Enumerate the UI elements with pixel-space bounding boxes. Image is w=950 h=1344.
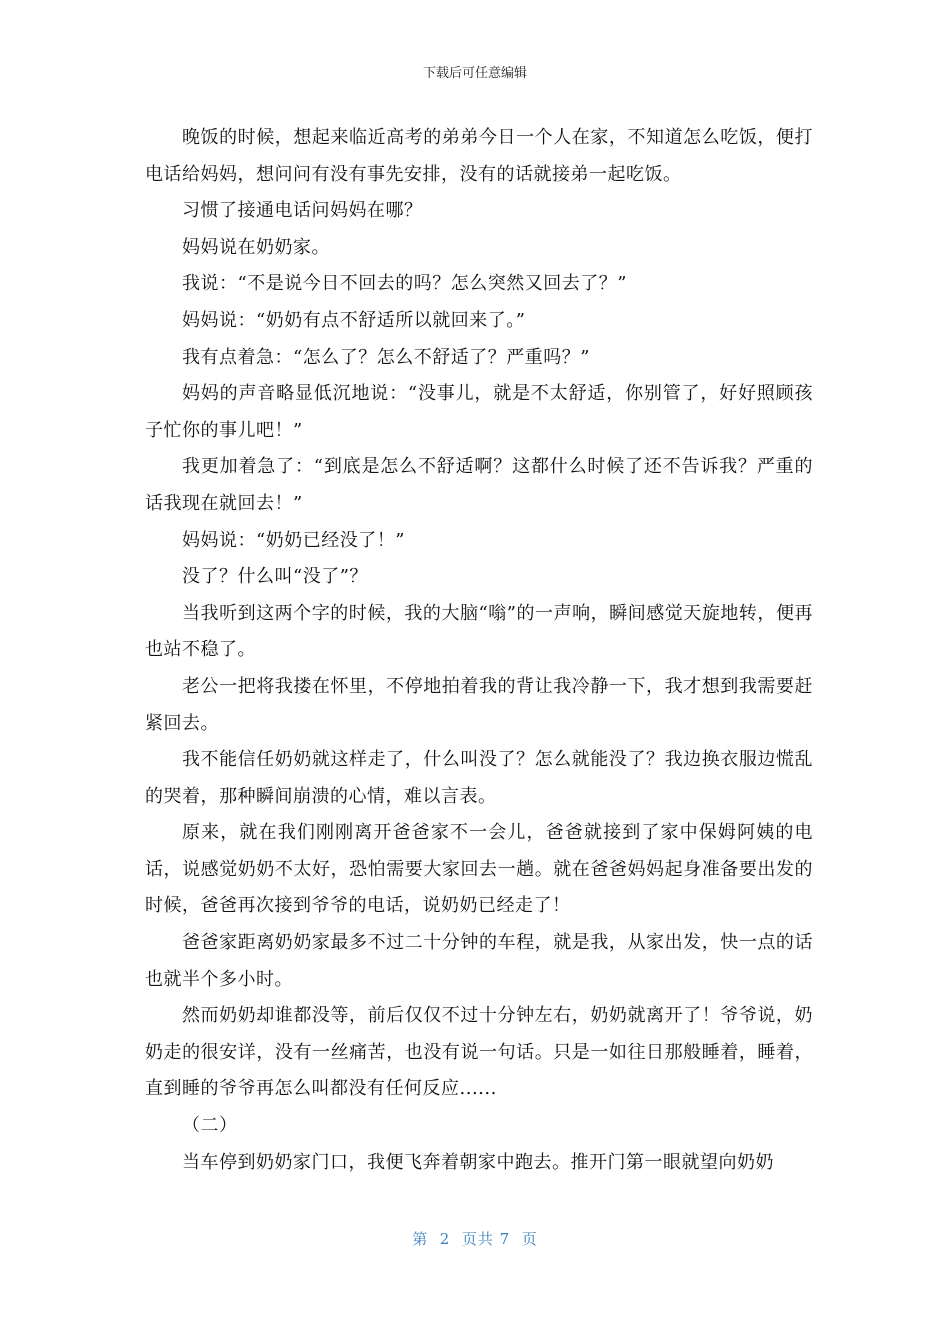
paragraph: 当车停到奶奶家门口，我便飞奔着朝家中跑去。推开门第一眼就望向奶奶 <box>182 1151 774 1173</box>
paragraph: 习惯了接通电话问妈妈在哪？ <box>182 200 423 222</box>
paragraph: 原来，就在我们刚刚离开爸爸家不一会儿，爸爸就接到了家中保姆阿姨的电话，说感觉奶奶不太好，恐怕需要大家回去一趟。就在爸爸妈妈起身准备要出发的时候，爸爸再次接到爷爷的电话，说奶奶已经走了！ <box>145 822 813 917</box>
paragraph: 妈妈说：“奶奶已经没了！” <box>182 529 405 551</box>
page-number-footer: 第 2 页共 7 页 <box>412 1230 538 1248</box>
paragraph: 老公一把将我搂在怀里，不停地拍着我的背让我冷静一下，我才想到我需要赶紧回去。 <box>145 675 813 734</box>
page-header: 下载后可任意编辑 <box>422 66 527 81</box>
paragraph: 我有点着急：“怎么了？怎么不舒适了？严重吗？” <box>182 346 590 368</box>
section-heading: （二） <box>182 1115 238 1137</box>
paragraph: 妈妈的声音略显低沉地说：“没事儿，就是不太舒适，你别管了，好好照顾孩子忙你的事儿吧！” <box>145 383 813 441</box>
document-body <box>145 120 813 1181</box>
paragraph: 我不能信任奶奶就这样走了，什么叫没了？怎么就能没了？我边换衣服边慌乱的哭着，那种瞬间崩溃的心情，难以言表。 <box>145 749 813 807</box>
paragraph: 妈妈说在奶奶家。 <box>182 236 330 258</box>
paragraph: 我更加着急了：“到底是怎么不舒适啊？这都什么时候了还不告诉我？严重的话我现在就回去！” <box>145 456 813 514</box>
paragraph: 然而奶奶却谁都没等，前后仅仅不过十分钟左右，奶奶就离开了！爷爷说，奶奶走的很安详，没有一丝痛苦，也没有说一句话。只是一如往日那般睡着，睡着，直到睡的爷爷再怎么叫都没有任何反应...... <box>145 1005 813 1100</box>
paragraph: 晚饭的时候，想起来临近高考的弟弟今日一个人在家，不知道怎么吃饭，便打电话给妈妈，想问问有没有事先安排，没有的话就接弟一起吃饭。 <box>145 127 813 185</box>
paragraph: 没了？什么叫“没了”？ <box>182 566 368 588</box>
paragraph: 爸爸家距离奶奶家最多不过二十分钟的车程，就是我，从家出发，快一点的话也就半个多小时。 <box>145 932 813 990</box>
paragraph: 妈妈说：“奶奶有点不舒适所以就回来了。” <box>182 309 526 331</box>
paragraph: 当我听到这两个字的时候，我的大脑“嗡”的一声响，瞬间感觉天旋地转，便再也站不稳了。 <box>145 602 813 661</box>
paragraph: 我说：“不是说今日不回去的吗？怎么突然又回去了？” <box>182 273 627 295</box>
